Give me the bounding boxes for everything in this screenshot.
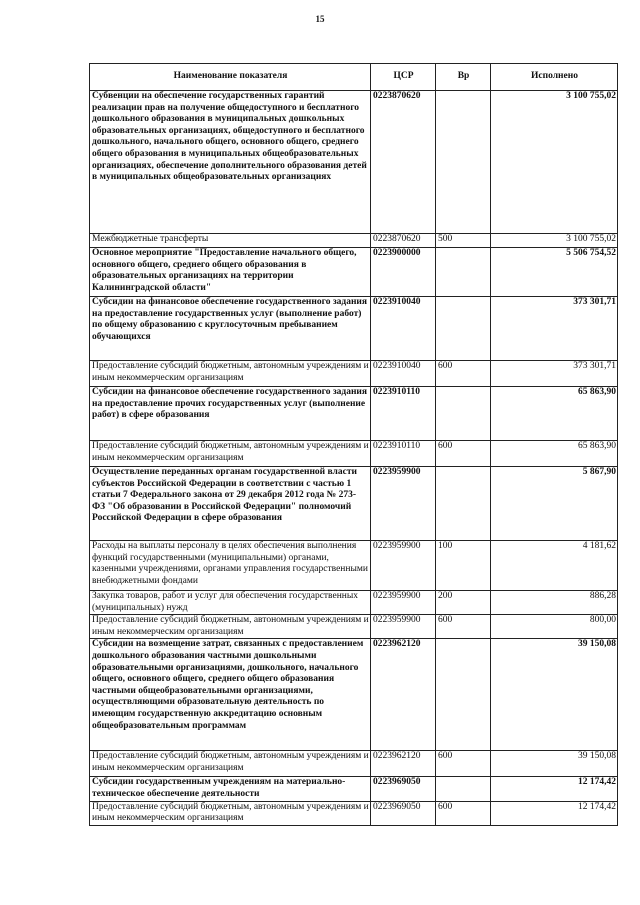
row-csr: 0223969050 [371, 777, 436, 801]
row-vr: 600 [436, 751, 491, 777]
row-csr: 0223900000 [371, 248, 436, 297]
row-name: Расходы на выплаты персоналу в целях обеспечения выполнения функций государственными (муниципальными) органами, казенными учреждениями, органами управления государственными внебюджетными фондами [90, 541, 371, 591]
row-name: Предоставление субсидий бюджетным, автономным учреждениям и иным некоммерческим организациям [90, 361, 371, 387]
row-csr: 0223910040 [371, 297, 436, 361]
row-value: 373 301,71 [491, 361, 618, 387]
row-vr: 600 [436, 361, 491, 387]
row-csr: 0223959900 [371, 591, 436, 615]
row-name: Предоставление субсидий бюджетным, автономным учреждениям и иным некоммерческим организациям [90, 615, 371, 639]
row-name: Основное мероприятие "Предоставление начального общего, основного общего, среднего общего образования в образовательных организациях на территории Калининградской области" [90, 248, 371, 297]
row-vr: 600 [436, 801, 491, 825]
row-name: Субсидии государственным учреждениям на материально-техническое обеспечение деятельности [90, 777, 371, 801]
row-csr: 0223959900 [371, 467, 436, 541]
row-value: 886,28 [491, 591, 618, 615]
table-row [90, 777, 618, 801]
table-row [90, 361, 618, 387]
table-row [90, 639, 618, 751]
row-vr [436, 297, 491, 361]
row-vr [436, 639, 491, 751]
row-value: 3 100 755,02 [491, 234, 618, 248]
header-csr: ЦСР [371, 64, 436, 91]
row-value: 5 867,90 [491, 467, 618, 541]
row-name: Субсидии на финансовое обеспечение государственного задания на предоставление государственных услуг (выполнение работ) по общему образованию с круглосуточным пребыванием обучающихся [90, 297, 371, 361]
row-name: Осуществление переданных органам государственной власти субъектов Российской Федерации в соответствии с частью 1 статьи 7 Федерального закона от 29 декабря 2012 года № 273-ФЗ "Об образовании в Российской Федерации" полномочий Российской Федерации в сфере образования [90, 467, 371, 541]
row-value: 39 150,08 [491, 751, 618, 777]
row-vr: 100 [436, 541, 491, 591]
row-name: Субсидии на финансовое обеспечение государственного задания на предоставление прочих государственных услуг (выполнение работ) в сфере образования [90, 387, 371, 441]
row-vr: 600 [436, 441, 491, 467]
table-row [90, 297, 618, 361]
row-name: Межбюджетные трансферты [90, 234, 371, 248]
budget-table [89, 63, 618, 826]
row-vr [436, 387, 491, 441]
row-vr [436, 467, 491, 541]
row-csr: 0223870620 [371, 234, 436, 248]
page-number: 15 [315, 14, 325, 24]
table-row [90, 615, 618, 639]
row-value: 373 301,71 [491, 297, 618, 361]
row-value: 4 181,62 [491, 541, 618, 591]
table-row [90, 591, 618, 615]
table-row [90, 234, 618, 248]
table-row [90, 248, 618, 297]
table-row [90, 387, 618, 441]
row-name: Субсидии на возмещение затрат, связанных с предоставлением дошкольного образования частными дошкольными образовательными организациями, дошкольного, начального общего, основного общего, среднего общего образования частными общеобразовательными организациями, осуществляющими образовательную деятельность по имеющим государственную аккредитацию основным общеобразовательным программам [90, 639, 371, 751]
row-vr [436, 777, 491, 801]
row-csr: 0223959900 [371, 541, 436, 591]
row-csr: 0223910040 [371, 361, 436, 387]
row-vr [436, 91, 491, 234]
row-csr: 0223910110 [371, 387, 436, 441]
row-value: 65 863,90 [491, 441, 618, 467]
row-name: Закупка товаров, работ и услуг для обеспечения государственных (муниципальных) нужд [90, 591, 371, 615]
row-csr: 0223910110 [371, 441, 436, 467]
row-value: 800,00 [491, 615, 618, 639]
row-value: 12 174,42 [491, 777, 618, 801]
table-row [90, 467, 618, 541]
row-vr [436, 248, 491, 297]
row-value: 5 506 754,52 [491, 248, 618, 297]
row-csr: 0223959900 [371, 615, 436, 639]
row-csr: 0223969050 [371, 801, 436, 825]
row-csr: 0223962120 [371, 751, 436, 777]
row-vr: 500 [436, 234, 491, 248]
header-done: Исполнено [491, 64, 618, 91]
header-vr: Вр [436, 64, 491, 91]
header-name: Наименование показателя [90, 64, 371, 91]
row-value: 65 863,90 [491, 387, 618, 441]
row-name: Субвенции на обеспечение государственных гарантий реализации прав на получение общедоступного и бесплатного дошкольного образования в муниципальных дошкольных образовательных организациях, общедоступного и бесплатного дошкольного, начального общего, основного общего, среднего общего образования в муниципальных общеобразовательных организациях, обеспечение дополнительного образования детей в муниципальных общеобразовательных организациях [90, 91, 371, 234]
row-name: Предоставление субсидий бюджетным, автономным учреждениям и иным некоммерческим организациям [90, 751, 371, 777]
row-value: 12 174,42 [491, 801, 618, 825]
table-row [90, 441, 618, 467]
row-value: 3 100 755,02 [491, 91, 618, 234]
row-csr: 0223870620 [371, 91, 436, 234]
table-row [90, 541, 618, 591]
row-csr: 0223962120 [371, 639, 436, 751]
table-row [90, 801, 618, 825]
table-row [90, 751, 618, 777]
row-name: Предоставление субсидий бюджетным, автономным учреждениям и иным некоммерческим организациям [90, 801, 371, 825]
row-value: 39 150,08 [491, 639, 618, 751]
row-name: Предоставление субсидий бюджетным, автономным учреждениям и иным некоммерческим организациям [90, 441, 371, 467]
row-vr: 600 [436, 615, 491, 639]
table-row [90, 91, 618, 234]
table-header-row [90, 64, 618, 91]
row-vr: 200 [436, 591, 491, 615]
